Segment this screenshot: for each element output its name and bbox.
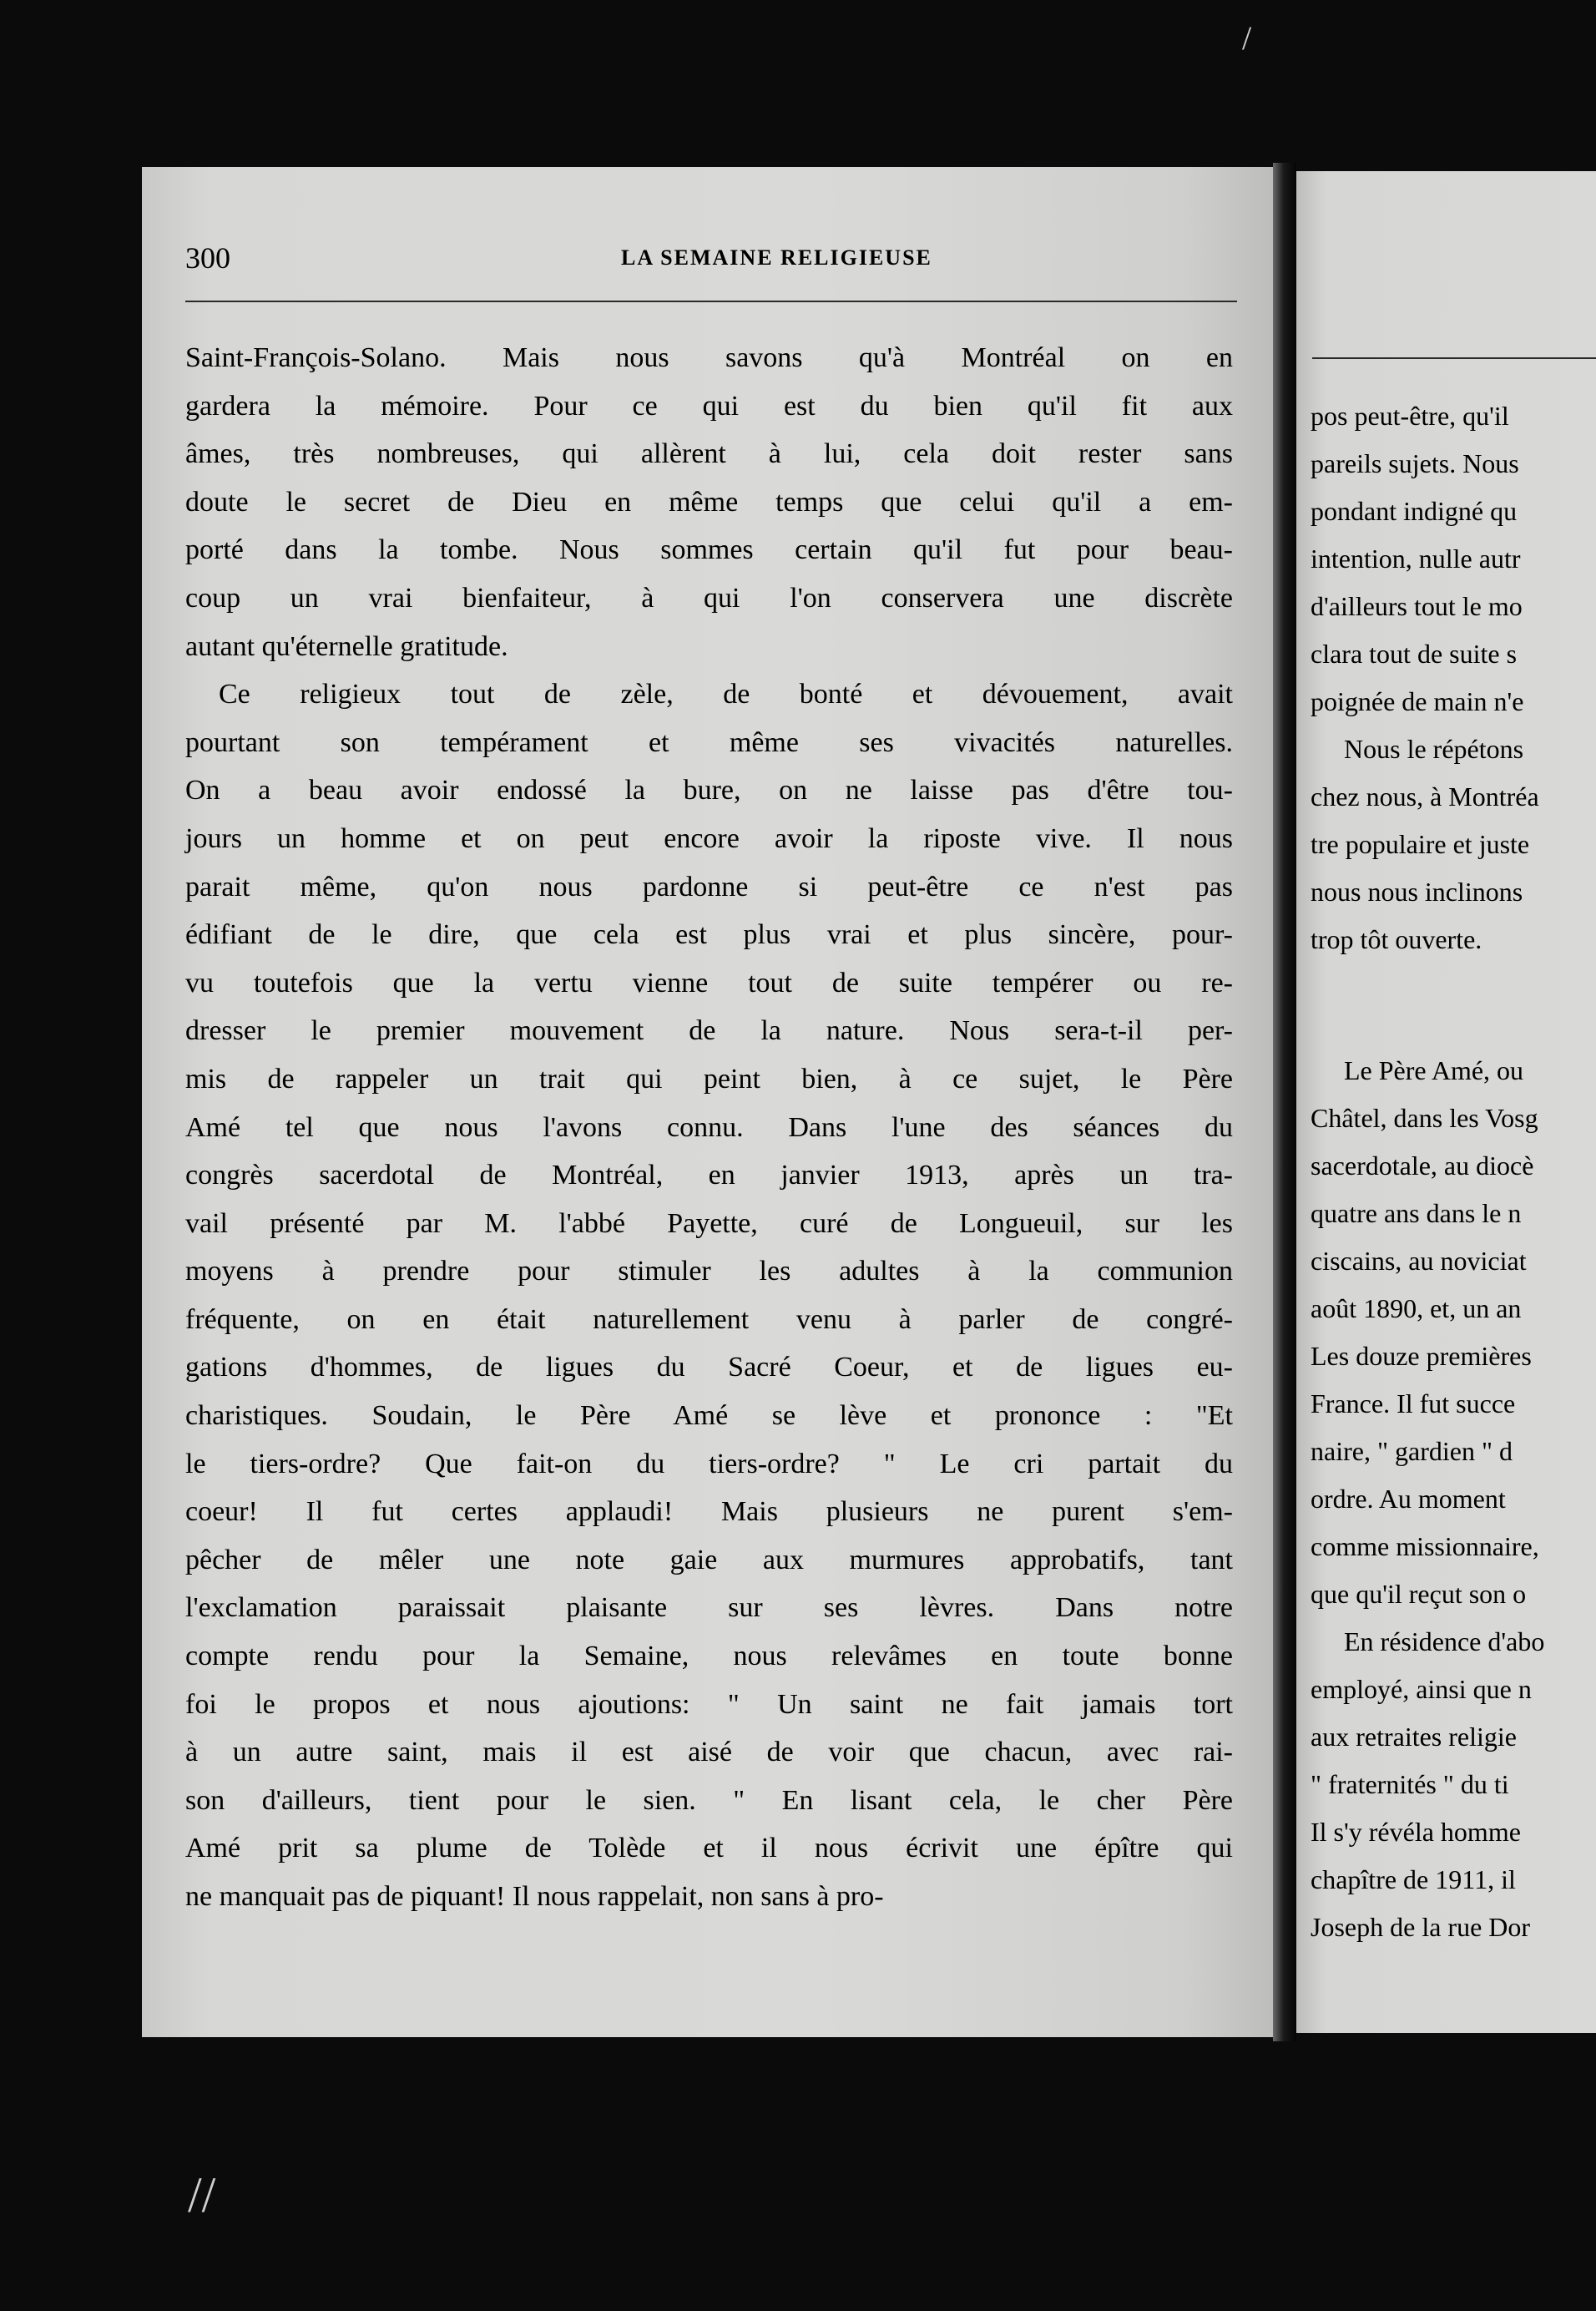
text-line: En résidence d'abo — [1344, 1626, 1545, 1656]
text-line: naire, " gardien " d — [1311, 1436, 1513, 1466]
text-line: que qu'il reçut son o — [1311, 1579, 1527, 1609]
text-line: clara tout de suite s — [1311, 639, 1518, 669]
section-gap — [1311, 963, 1596, 1047]
page-number: 300 — [185, 241, 230, 275]
text-line: congrès sacerdotal de Montréal, en janvier 1913, après un tra- — [185, 1160, 1233, 1191]
header-rule — [185, 301, 1237, 302]
text-line: intention, nulle autr — [1311, 544, 1521, 574]
text-line: charistiques. Soudain, le Père Amé se lève et prononce : "Et — [185, 1400, 1233, 1432]
text-line: On a beau avoir endossé la bure, on ne laisse pas d'être tou- — [185, 775, 1233, 807]
text-line: porté dans la tombe. Nous sommes certain qu'il fut pour beau- — [185, 534, 1233, 566]
text-line: foi le propos et nous ajoutions: " Un saint ne fait jamais tort — [185, 1688, 1233, 1720]
text-line: l'exclamation paraissait plaisante sur ses lèvres. Dans notre — [185, 1592, 1233, 1624]
text-line: pos peut-être, qu'il — [1311, 401, 1509, 431]
text-line: Amé tel que nous l'avons connu. Dans l'une des séances du — [185, 1111, 1233, 1143]
text-line: doute le secret de Dieu en même temps que celui qu'il a em- — [185, 486, 1233, 518]
text-line: dresser le premier mouvement de la nature. Nous sera-t-il per- — [185, 1015, 1233, 1047]
right-page-text — [1311, 392, 1596, 1951]
text-line: pourtant son tempérament et même ses vivacités naturelles. — [185, 726, 1233, 758]
text-line: ciscains, au noviciat — [1311, 1246, 1527, 1276]
text-line: Amé prit sa plume de Tolède et il nous écrivit une épître qui — [185, 1833, 1233, 1864]
text-line: parait même, qu'on nous pardonne si peut-être ce n'est pas — [185, 871, 1233, 903]
text-line: sacerdotale, au diocè — [1311, 1150, 1534, 1181]
text-line: trop tôt ouverte. — [1311, 924, 1482, 954]
text-line: tre populaire et juste — [1311, 829, 1530, 859]
text-line: chapître de 1911, il — [1311, 1864, 1516, 1894]
text-line: gardera la mémoire. Pour ce qui est du bien qu'il fit aux — [185, 390, 1233, 422]
text-line: autant qu'éternelle gratitude. — [185, 630, 508, 662]
text-line: âmes, très nombreuses, qui allèrent à lui, cela doit rester sans — [185, 438, 1233, 470]
text-line: nous nous inclinons — [1311, 877, 1523, 907]
text-line: compte rendu pour la Semaine, nous relevâmes en toute bonne — [185, 1641, 1233, 1672]
text-line: chez nous, à Montréa — [1311, 781, 1539, 812]
text-line: Les douze premières — [1311, 1341, 1532, 1371]
text-line: pareils sujets. Nous — [1311, 448, 1519, 478]
text-line: ordre. Au moment — [1311, 1484, 1506, 1514]
text-line: jours un homme et on peut encore avoir la riposte vive. Il nous — [185, 822, 1233, 854]
text-line: comme missionnaire, — [1311, 1531, 1539, 1561]
text-line: gations d'hommes, de ligues du Sacré Coeur, et de ligues eu- — [185, 1352, 1233, 1383]
film-mark: / — [1242, 19, 1252, 57]
book-spine — [1273, 163, 1296, 2041]
text-line: édifiant de le dire, que cela est plus vrai et plus sincère, pour- — [185, 919, 1233, 951]
text-line: mis de rappeler un trait qui peint bien, à ce sujet, le Père — [185, 1063, 1233, 1095]
text-line: moyens à prendre pour stimuler les adultes à la communion — [185, 1256, 1233, 1287]
text-line: poignée de main n'e — [1311, 686, 1524, 716]
text-line: Nous le répétons — [1344, 734, 1524, 764]
text-line: ne manquait pas de piquant! Il nous rappelait, non sans à pro- — [185, 1881, 884, 1912]
text-line: France. Il fut succe — [1311, 1388, 1516, 1418]
text-line: vu toutefois que la vertu vienne tout de suite tempérer ou re- — [185, 967, 1233, 999]
text-line: fréquente, on en était naturellement venu à parler de congré- — [185, 1303, 1233, 1335]
text-line: coup un vrai bienfaiteur, à qui l'on conservera une discrète — [185, 582, 1233, 614]
text-line: pêcher de mêler une note gaie aux murmures approbatifs, tant — [185, 1544, 1233, 1575]
text-line: Ce religieux tout de zèle, de bonté et dévouement, avait — [219, 679, 1233, 710]
left-page-text — [185, 334, 1233, 1921]
text-line: à un autre saint, mais il est aisé de voir que chacun, avec rai- — [185, 1737, 1233, 1768]
text-line: coeur! Il fut certes applaudi! Mais plusieurs ne purent s'em- — [185, 1496, 1233, 1528]
running-head — [185, 240, 1237, 274]
text-line: Le Père Amé, ou — [1344, 1055, 1524, 1085]
film-mark: // — [188, 2167, 216, 2223]
right-page-rule — [1312, 357, 1596, 359]
text-line: Il s'y révéla homme — [1311, 1817, 1521, 1847]
text-line: employé, ainsi que n — [1311, 1674, 1532, 1704]
text-line: vail présenté par M. l'abbé Payette, curé de Longueuil, sur les — [185, 1207, 1233, 1239]
journal-title: LA SEMAINE RELIGIEUSE — [621, 245, 932, 270]
text-line: pondant indigné qu — [1311, 496, 1518, 526]
text-line: Châtel, dans les Vosg — [1311, 1103, 1538, 1133]
text-line: le tiers-ordre? Que fait-on du tiers-ordre? " Le cri partait du — [185, 1448, 1233, 1479]
text-line: quatre ans dans le n — [1311, 1198, 1522, 1228]
text-line: Joseph de la rue Dor — [1311, 1912, 1531, 1942]
text-line: août 1890, et, un an — [1311, 1293, 1522, 1323]
text-line: aux retraites religie — [1311, 1722, 1517, 1752]
text-line: Saint-François-Solano. Mais nous savons qu'à Montréal on en — [185, 342, 1233, 373]
text-line: " fraternités " du ti — [1311, 1769, 1509, 1799]
text-line: d'ailleurs tout le mo — [1311, 591, 1523, 621]
text-line: son d'ailleurs, tient pour le sien. " En lisant cela, le cher Père — [185, 1784, 1233, 1816]
